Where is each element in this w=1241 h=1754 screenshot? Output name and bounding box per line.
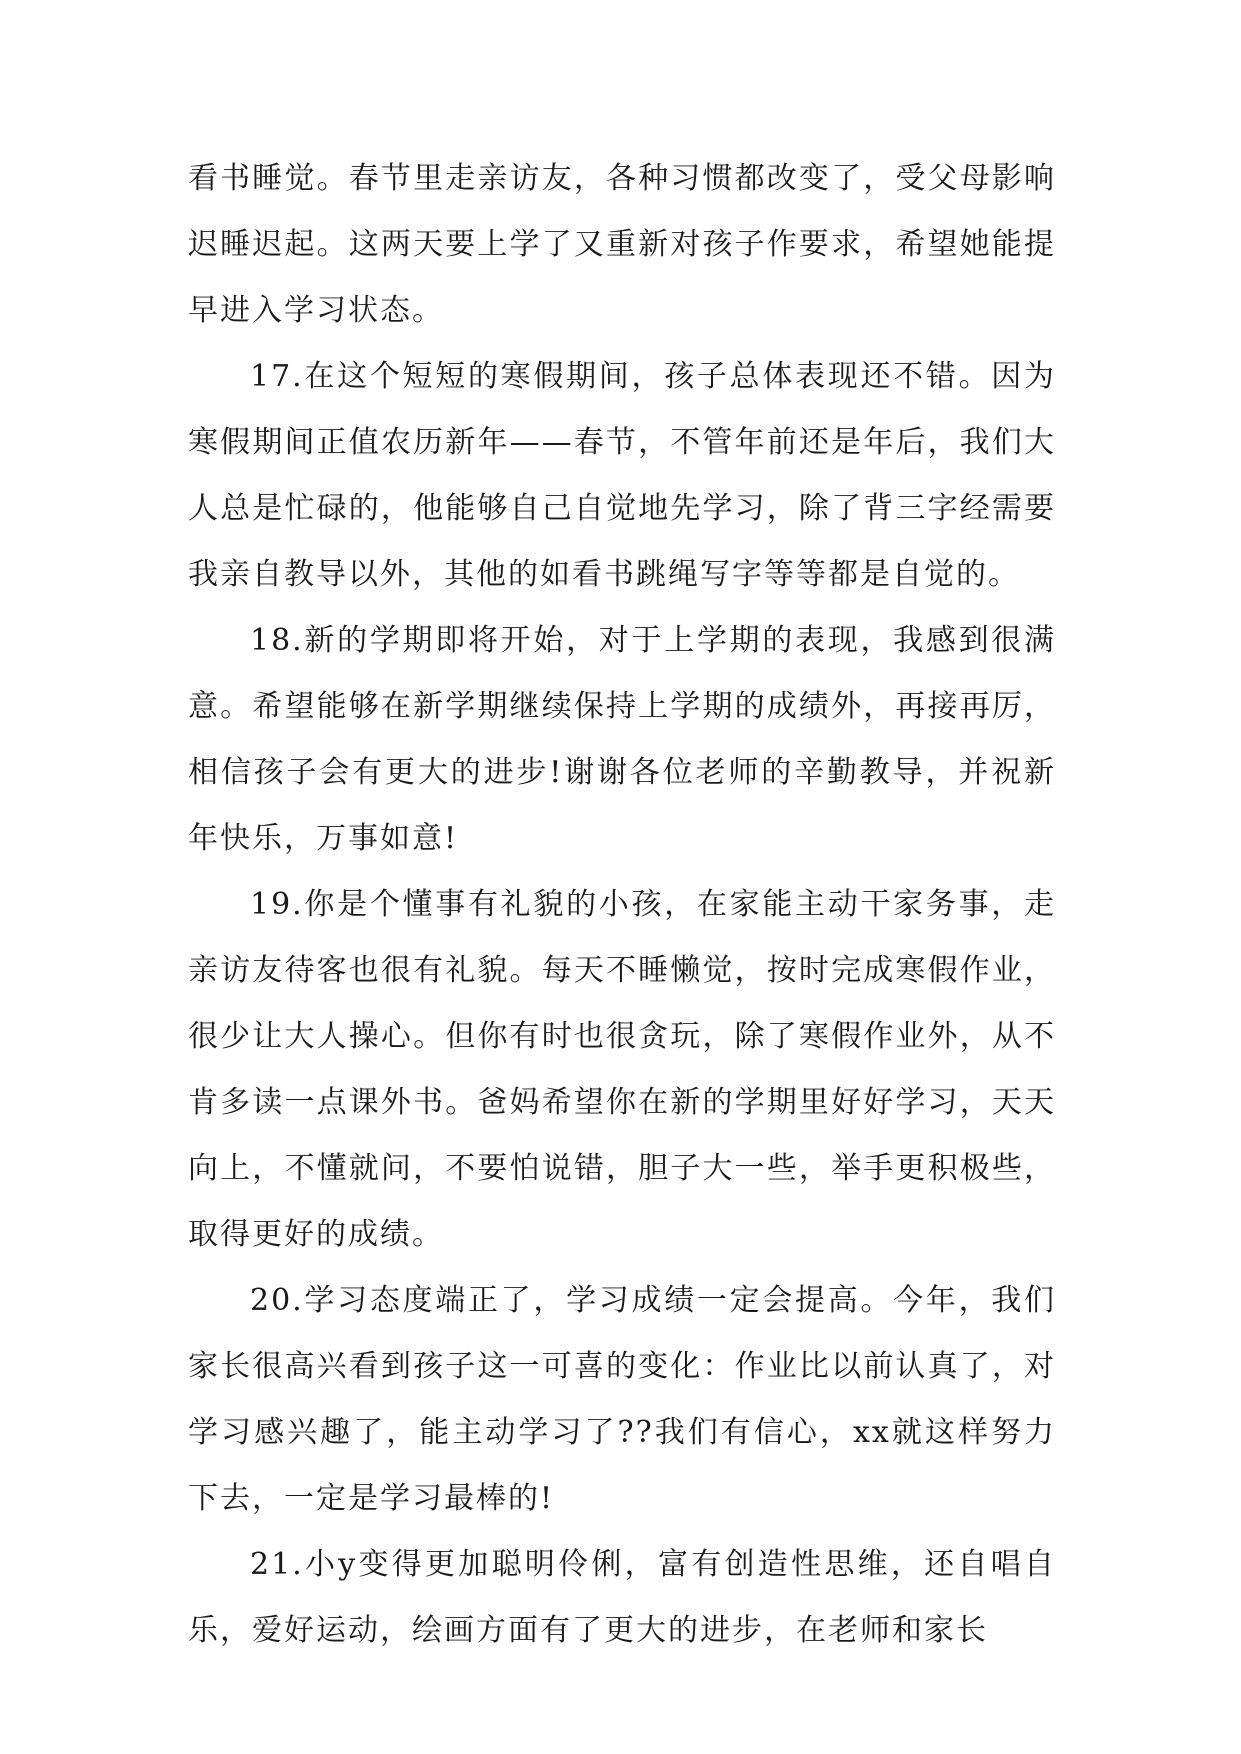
paragraph-item-21: 21.小y变得更加聪明伶俐，富有创造性思维，还自唱自乐，爱好运动，绘画方面有了更大的进步，在老师和家长 xyxy=(188,1547,1056,1648)
document-body xyxy=(188,146,1056,1664)
paragraph-item-19: 19.你是个懂事有礼貌的小孩，在家能主动干家务事，走亲访友待客也很有礼貌。每天不睡懒觉，按时完成寒假作业，很少让大人操心。但你有时也很贪玩，除了寒假作业外，从不肯多读一点课外书。爸妈希望你在新的学期里好好学习，天天向上，不懂就问，不要怕说错，胆子大一些，举手更积极些，取得更好的成绩。 xyxy=(188,887,1056,1252)
paragraph-item-17: 17.在这个短短的寒假期间，孩子总体表现还不错。因为寒假期间正值农历新年——春节，不管年前还是年后，我们大人总是忙碌的，他能够自己自觉地先学习，除了背三字经需要我亲自教导以外，其他的如看书跳绳写字等等都是自觉的。 xyxy=(188,359,1056,592)
paragraph-item-18: 18.新的学期即将开始，对于上学期的表现，我感到很满意。希望能够在新学期继续保持上学期的成绩外，再接再厉，相信孩子会有更大的进步!谢谢各位老师的辛勤教导，并祝新年快乐，万事如意! xyxy=(188,623,1056,856)
paragraph-item-20: 20.学习态度端正了，学习成绩一定会提高。今年，我们家长很高兴看到孩子这一可喜的变化：作业比以前认真了，对学习感兴趣了，能主动学习了??我们有信心，xx就这样努力下去，一定是学习最棒的! xyxy=(188,1283,1056,1516)
paragraph-continuation: 看书睡觉。春节里走亲访友，各种习惯都改变了，受父母影响迟睡迟起。这两天要上学了又重新对孩子作要求，希望她能提早进入学习状态。 xyxy=(188,161,1056,328)
